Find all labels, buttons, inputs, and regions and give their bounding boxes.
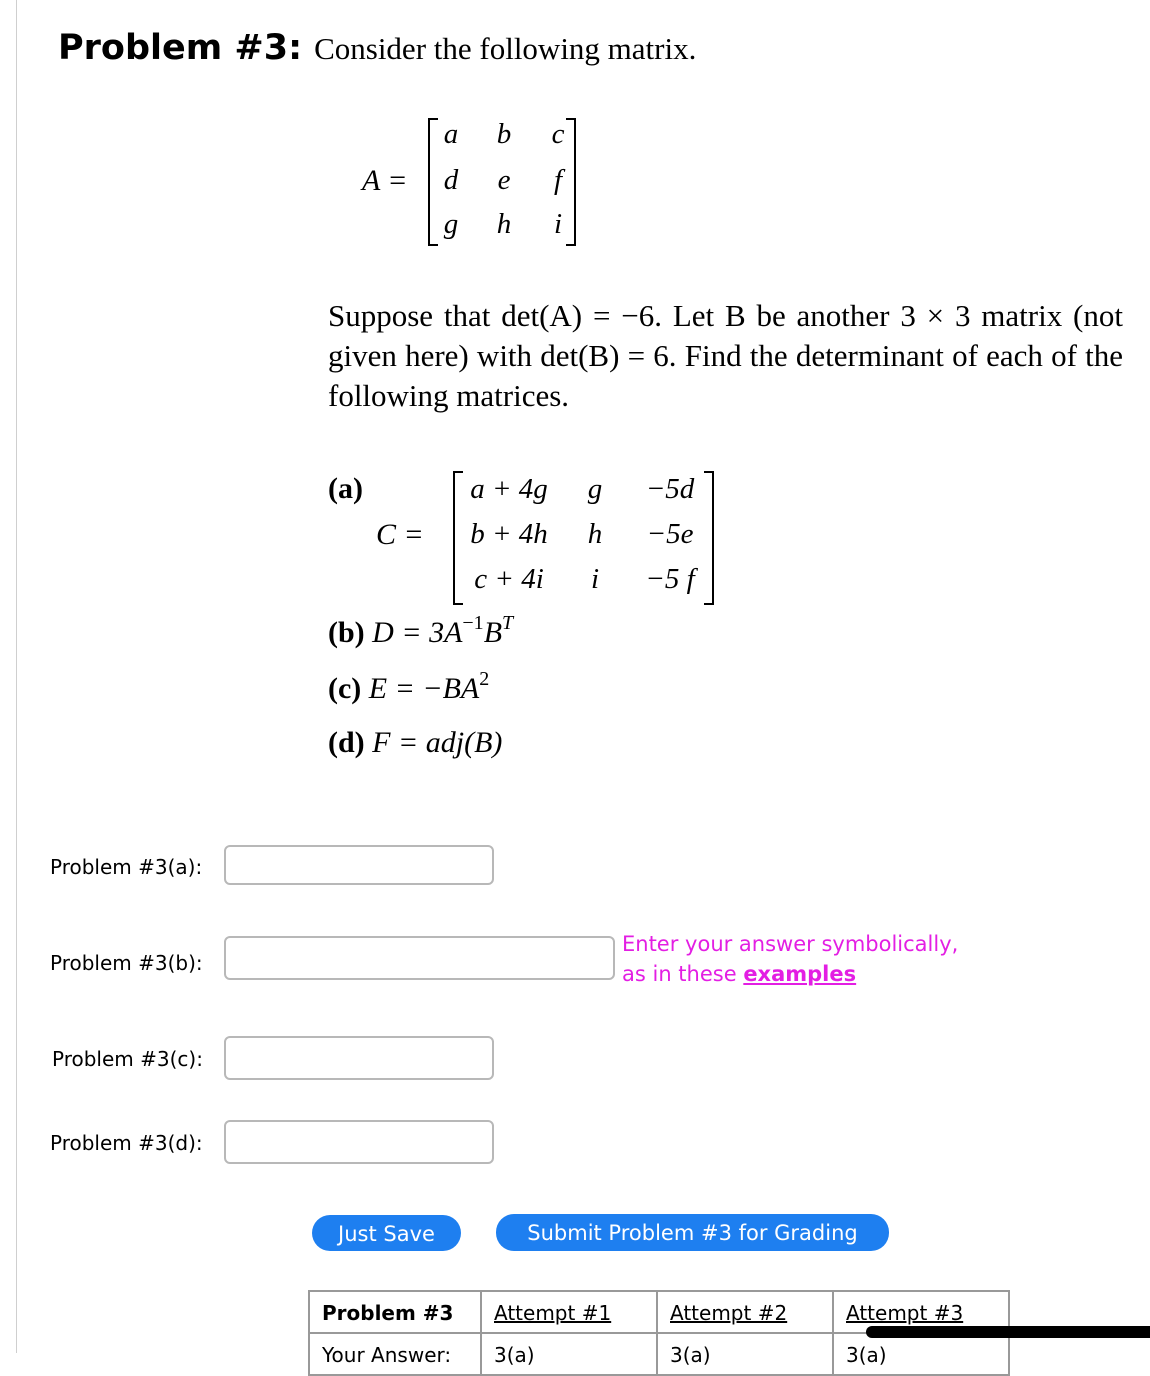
attempt-2-link[interactable]: Attempt #2 <box>670 1301 788 1325</box>
attempts-header-problem: Problem #3 <box>309 1291 481 1333</box>
hint-prefix: as in these <box>622 962 744 986</box>
hint-text <box>622 929 958 989</box>
matrix-c-label: C = <box>376 518 424 551</box>
matrix-c-cell: b + 4h <box>470 518 548 550</box>
matrix-a-cell: i <box>553 208 563 240</box>
problem-intro: Consider the following matrix. <box>314 31 697 66</box>
problem-title <box>58 28 696 68</box>
matrix-a-cell: h <box>496 208 512 240</box>
answer-input-b[interactable] <box>224 936 615 980</box>
answer-label-c: Problem #3(c): <box>52 1047 203 1071</box>
part-c-label: (c) <box>328 672 362 705</box>
part-c-lhs: E = −BA <box>368 672 480 705</box>
answer-label-d: Problem #3(d): <box>50 1131 203 1155</box>
submit-grading-button[interactable]: Submit Problem #3 for Grading <box>496 1214 889 1251</box>
matrix-c-cell: −5e <box>646 518 694 550</box>
attempt-1-link[interactable]: Attempt #1 <box>494 1301 612 1325</box>
matrix-c-cell: a + 4g <box>470 473 548 505</box>
attempt-1-answer: 3(a) <box>481 1333 657 1375</box>
part-c <box>328 668 490 706</box>
matrix-a-cell: e <box>497 164 511 196</box>
part-b-label: (b) <box>328 616 365 649</box>
matrix-c-cell: i <box>590 563 600 595</box>
hint-line-1: Enter your answer symbolically, <box>622 932 959 956</box>
answer-input-d[interactable] <box>224 1120 494 1164</box>
matrix-a-cell: g <box>443 208 459 240</box>
attempt-3-answer: 3(a) <box>833 1333 1009 1375</box>
matrix-c-right-bracket <box>704 471 714 605</box>
matrix-a-label: A = <box>362 164 408 197</box>
part-b-lhs: D = 3A <box>372 616 463 649</box>
problem-statement: Suppose that det(A) = −6. Let B be another 3 × 3 matrix (not given here) with det(B) = 6. Find the determinant of each of the following matrices. <box>328 298 1123 413</box>
attempt-2-answer: 3(a) <box>657 1333 833 1375</box>
left-border-line <box>16 0 17 1353</box>
answer-label-b: Problem #3(b): <box>50 951 203 975</box>
part-b <box>328 612 514 650</box>
part-b-mid: B <box>483 616 503 649</box>
matrix-c-cell: −5 f <box>645 563 695 595</box>
part-a-label: (a) <box>328 472 363 505</box>
hint-line-2 <box>622 959 958 989</box>
matrix-c-cell: g <box>587 473 603 505</box>
problem-number: Problem #3: <box>58 28 303 68</box>
answer-label-a: Problem #3(a): <box>50 855 203 879</box>
attempt-3-link[interactable]: Attempt #3 <box>846 1301 964 1325</box>
part-c-exp: 2 <box>479 668 490 690</box>
part-b-exp1: −1 <box>462 612 484 634</box>
matrix-a-cell: b <box>496 118 512 150</box>
attempts-answer-row <box>309 1333 1009 1375</box>
your-answer-label: Your Answer: <box>309 1333 481 1375</box>
part-d-lhs: F = adj(B) <box>372 726 503 759</box>
matrix-a-left-bracket <box>428 118 438 246</box>
part-b-exp2: T <box>502 612 514 634</box>
examples-link[interactable]: examples <box>743 962 857 986</box>
matrix-a-cell: a <box>443 118 459 150</box>
answer-input-a[interactable] <box>224 845 494 885</box>
part-d-label: (d) <box>328 726 365 759</box>
just-save-button[interactable]: Just Save <box>312 1215 461 1251</box>
answer-input-c[interactable] <box>224 1036 494 1080</box>
matrix-a-cell: c <box>551 118 565 150</box>
matrix-a-cell: d <box>443 164 459 196</box>
matrix-c-cell: h <box>587 518 603 550</box>
matrix-a-cell: f <box>553 164 563 196</box>
matrix-c-cell: −5d <box>645 473 695 505</box>
horizontal-scrollbar[interactable] <box>866 1326 1150 1338</box>
matrix-c-cell: c + 4i <box>474 563 544 595</box>
part-d <box>328 726 502 760</box>
